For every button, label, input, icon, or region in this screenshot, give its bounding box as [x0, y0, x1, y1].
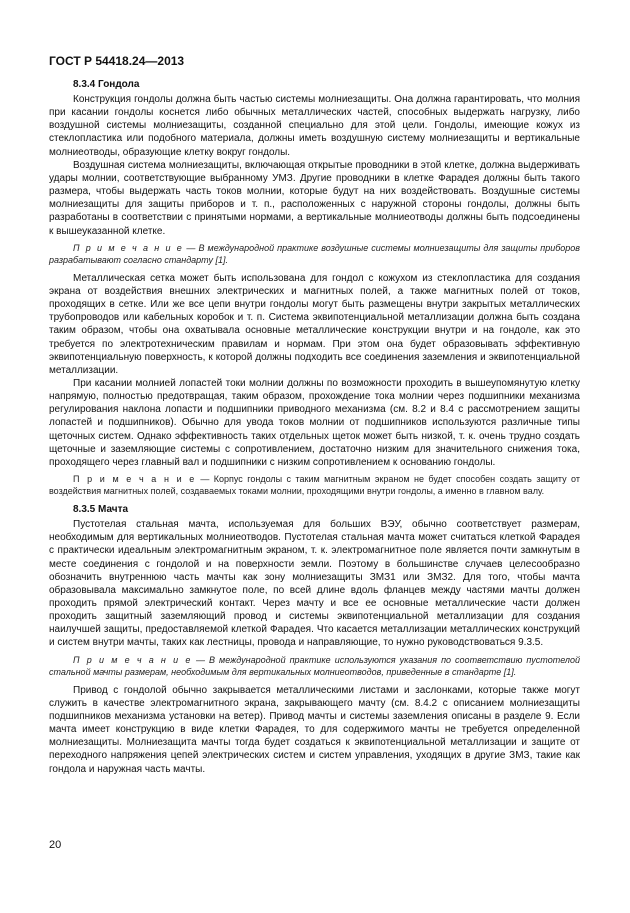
paragraph: Конструкция гондолы должна быть частью системы молниезащиты. Она должна гарантировать, что молния при касании гондолы коснется либо обычных металлических частей, способных выдержать нагрузку, либо воздушной системы молниезащиты, созданной специально для этой цели. Гондолы, имеющие кожух из стеклопластика или подобного материала, должны иметь воздушную систему молниезащиты и вертикальные молниеотводы, образующие клетку вокруг гондолы.: [49, 94, 580, 158]
paragraph: Привод с гондолой обычно закрывается металлическими листами и заслонками, которые также могут служить в качестве электромагнитного экрана, закрывающего мачту (см. 8.4.2 с описанием молниезащиты подшипников механизма установки на ветер). Привод мачты и системы заземления описаны в разделе 9. Если мачта имеет конструкцию в виде клетки Фарадея, то для содержимого мачты не требуется определенной молниезащиты. Молниезащита мачты тогда будет создаться к эквипотенциальной металлизации и защите от переходного напряжения цепей электрических систем и систем управления, уходящих в другие ЗМЗ, такие как гондола и наружная часть мачты.: [49, 684, 580, 775]
document-header: ГОСТ Р 54418.24—2013: [49, 54, 185, 68]
section-heading-8-3-5: 8.3.5 Мачта: [73, 504, 129, 516]
note-label: П р и м е ч а н и е: [73, 474, 196, 485]
note-text: — В международной практике воздушные системы молниезащиты для защиты приборов разрабатывают согласно стандарту [1].: [49, 242, 580, 265]
paragraph: Пустотелая стальная мачта, используемая для больших ВЭУ, обычно соответствует размерам, необходимым для вертикальных молниеотводов. Пустотелая стальная мачта может считаться клеткой Фарадея с практически идеальным электромагнитным экраном, т. к. электромагнитное поле является почти замкнутым в месте соединения с гондолой и на поверхности земли. Поэтому в большинстве случаев целесообразно обозначить внутреннюю часть мачты как зону молниезащиты ЗМЗ1 или ЗМЗ2. Для того, чтобы мачта образовывала максимально замкнутое поле, по всей длине вдоль фланцев между частями мачты должен проходить прямой электрический контакт. Через мачту и все ее основные металлические части должен проходить защитный заземляющий провод и системы эквипотенциальной металлизации для создания наилучшей защиты, предоставляемой клеткой Фарадея. Что касается металлизации металлических конструкций и систем внутри мачты, таких как лестницы, провода и направляющие, то нужно руководствоваться 9.3.5.: [49, 519, 580, 649]
note-label: П р и м е ч а н и е: [73, 242, 184, 253]
note: [49, 473, 580, 497]
note-label: П р и м е ч а н и е: [73, 654, 192, 665]
note-text: — Корпус гондолы с таким магнитным экраном не будет способен создать защиту от воздействия магнитных полей, создаваемых токами молнии, проходящими внутри гондолы, а именно в главном валу.: [49, 474, 580, 497]
section-heading-8-3-4: 8.3.4 Гондола: [73, 79, 140, 90]
paragraph: Металлическая сетка может быть использована для гондол с кожухом из стеклопластика для создания экрана от воздействия внешних электрических и магнитных полей, а также магнитных полей от токов, проходящих в сетке. Или же все цепи внутри гондолы могут быть размещены внутри закрытых металлических трубопроводов или кабельных коробок и т. п. Система эквипотенциальной металлизации должна быть создана таким образом, чтобы она охватывала основные металлические конструкции внутри и на гондоле, как это требуется по электротехническим правилам и нормам. При этом она будет образовывать эффективную эквипотенциальную поверхность, к которой должны подходить все соединения заземления и эквипотенциальной металлизации.: [49, 272, 580, 376]
note: [49, 242, 580, 266]
page-body: [49, 78, 580, 776]
paragraph: Воздушная система молниезащиты, включающая открытые проводники в этой клетке, должна выдерживать удары молнии, соответствующие выбранному УМЗ. Другие проводники в клетке Фарадея должны быть такого размера, чтобы выдержать часть токов молнии, которые будут на них воздействовать. Воздушные системы молниезащиты для защиты приборов и т. п., расположенных с наружной стороны гондолы, должны быть разработаны в соответствии с принятыми нормами, а вертикальные молниеотводы должны быть подсоединены к вышеуказанной клетке.: [49, 159, 580, 237]
page-number: 20: [49, 839, 62, 851]
paragraph: При касании молнией лопастей токи молнии должны по возможности проходить в вышеупомянутую клетку напрямую, полностью предотвращая, таким образом, прохождение тока молнии через подшипники механизма регулирования наклона лопасти и подшипники приводного механизма (см. 8.2 и 8.4 с рассмотрением защиты лопастей и подшипников). Обычно для увода токов молнии от подшипников используются различные типы щеточных систем. Однако эффективность таких отдельных щеток может быть низкой, т. к. очень трудно создать щеточные и заземляющие системы с сопротивлением, достаточно низким для значительного снижения тока, проходящего через главный вал и подшипники с низким сопротивлением к основанию гондолы.: [49, 377, 580, 468]
note: [49, 654, 580, 678]
note-text: — В международной практике используются указания по соответствию пустотелой стальной мачты размерам, необходимым для вертикальных молниеотводов, приведенные в стандарте [1].: [49, 654, 580, 677]
